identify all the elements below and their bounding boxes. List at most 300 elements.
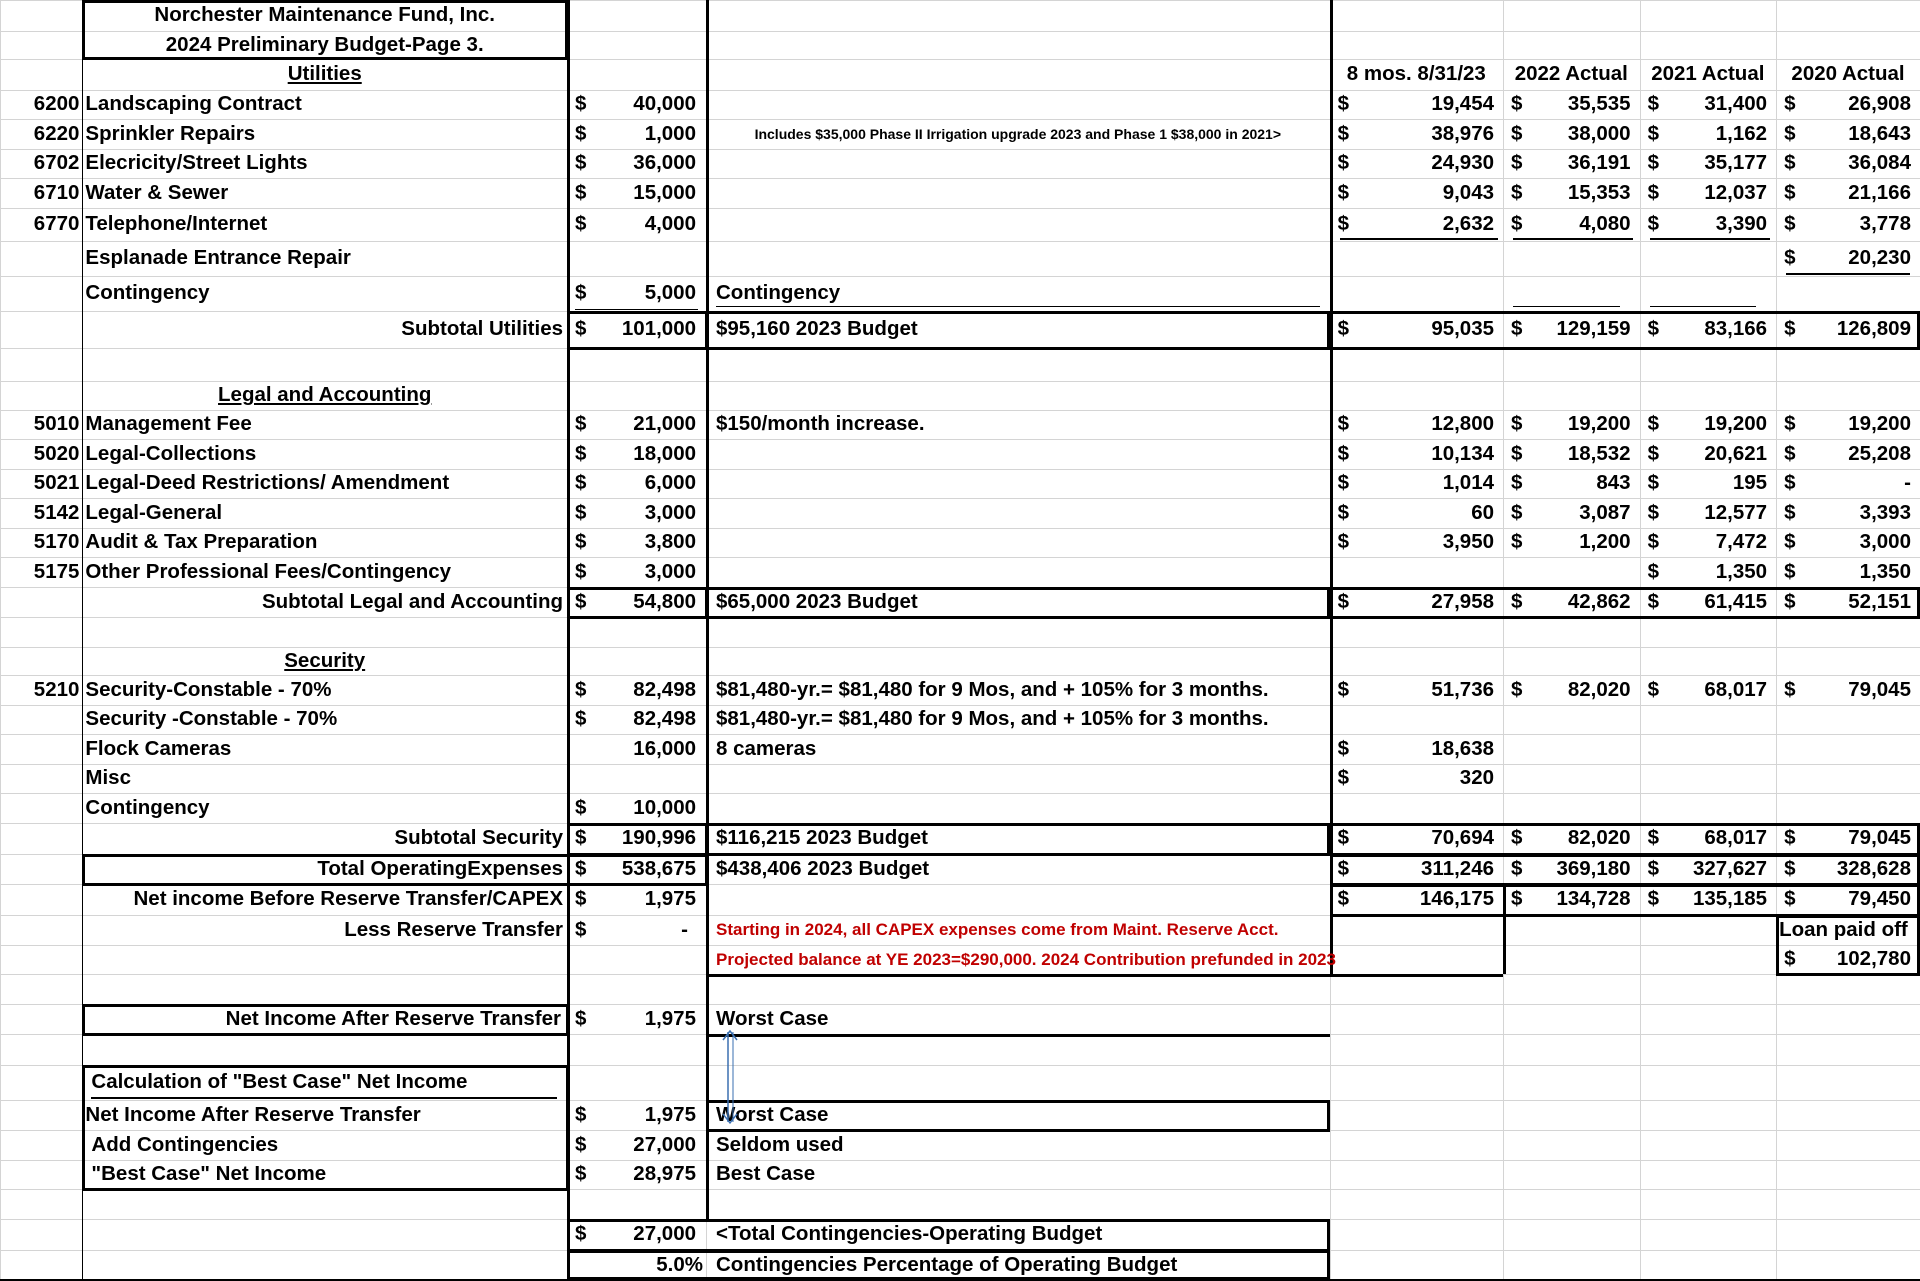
line-item-label: Legal-General	[85, 500, 223, 524]
budget-dollar-sign: $	[575, 707, 587, 731]
amount-value	[1394, 241, 1503, 275]
budget-note	[706, 149, 1330, 179]
loan-paid-off-label: Loan paid off	[1779, 917, 1908, 941]
budget-note: $150/month increase.	[716, 412, 925, 436]
net-before-box	[1330, 884, 1920, 887]
dollar-sign: $	[1511, 500, 1523, 524]
amount-value: 369,180	[1556, 856, 1631, 880]
account-code: 5010	[33, 412, 80, 436]
amount-value: 19,200	[1848, 412, 1911, 436]
dollar-sign: $	[1784, 92, 1796, 116]
dollar-sign	[1503, 734, 1578, 764]
dollar-sign: $	[1647, 856, 1659, 880]
budget-dollar-sign: $	[575, 441, 587, 465]
best-case-value: 1,975	[644, 1102, 696, 1126]
best-case-note: Worst Case	[716, 1102, 829, 1126]
amount-value	[1847, 764, 1920, 794]
budget-value: 82,498	[633, 677, 696, 701]
dollar-sign: $	[1337, 856, 1349, 880]
contingency-total: 27,000	[633, 1222, 696, 1246]
amount-value: 1,014	[1442, 471, 1495, 495]
amount-value: 19,200	[1567, 412, 1631, 436]
dollar-sign: $	[1647, 500, 1659, 524]
amount-value: 7,472	[1715, 530, 1768, 554]
amount-value: 126,809	[1836, 317, 1911, 341]
dollar-sign: $	[1784, 856, 1796, 880]
dollar-sign	[1776, 764, 1847, 794]
line-item-label: Legal-Deed Restrictions/ Amendment	[85, 471, 450, 495]
budget-value: 40,000	[633, 92, 696, 116]
account-code: 5175	[33, 559, 80, 583]
amount-value: 843	[1596, 471, 1631, 495]
amount-value: 42,862	[1567, 589, 1631, 613]
amount-value	[1578, 705, 1639, 735]
budget-dollar-sign	[567, 241, 632, 275]
budget-value: 190,996	[621, 825, 696, 849]
account-code	[0, 793, 82, 823]
line-item-label: Misc	[85, 766, 131, 790]
budget-note: Includes $35,000 Phase II Irrigation upgrade 2023 and Phase 1 $38,000 in 2021>	[754, 126, 1282, 143]
dollar-sign: $	[1511, 121, 1523, 145]
budget-dollar-sign: $	[575, 530, 587, 554]
budget-dollar-sign: $	[575, 180, 587, 204]
amount-value: 36,191	[1567, 151, 1631, 175]
dollar-sign: $	[1511, 92, 1523, 116]
amount-value: 36,084	[1848, 151, 1911, 175]
dollar-sign: $	[1337, 212, 1349, 236]
budget-underline	[575, 309, 698, 310]
budget-value: 36,000	[633, 151, 696, 175]
budget-value: 6,000	[644, 471, 696, 495]
amount-value: 83,166	[1704, 317, 1768, 341]
contingency-total-note: <Total Contingencies-Operating Budget	[716, 1222, 1103, 1246]
column-header: 2022 Actual	[1514, 62, 1628, 86]
budget-value: 21,000	[633, 412, 696, 436]
contingency-percent-note: Contingencies Percentage of Operating Budget	[716, 1252, 1178, 1276]
amount-value: 21,166	[1848, 180, 1911, 204]
dollar-sign: $	[1784, 500, 1796, 524]
total-opex-actuals-box	[1330, 854, 1920, 857]
budget-note	[706, 90, 1330, 120]
subtotal-note-box	[706, 347, 1330, 350]
budget-note: $438,406 2023 Budget	[716, 856, 930, 880]
account-code	[0, 241, 82, 275]
subtotal-actuals-box	[1330, 311, 1920, 314]
total-opex-actuals-box	[1330, 854, 1333, 887]
line-item-label: Security-Constable - 70%	[85, 677, 332, 701]
amount-value	[1578, 764, 1639, 794]
account-code: 6702	[33, 151, 80, 175]
dollar-sign: $	[1647, 92, 1659, 116]
budget-value: -	[681, 917, 688, 941]
budget-note	[706, 764, 1330, 794]
amount-value	[1847, 705, 1920, 735]
dollar-sign: $	[575, 1006, 587, 1030]
dollar-sign: $	[1647, 317, 1659, 341]
amount-value: 311,246	[1421, 856, 1495, 880]
line-item-label: Esplanade Entrance Repair	[85, 246, 351, 270]
dollar-sign: $	[1784, 471, 1796, 495]
amount-value: 35,535	[1567, 92, 1631, 116]
contingency-percent-box	[1327, 1250, 1330, 1281]
worst-case-box	[706, 1129, 1330, 1132]
column-header: 8 mos. 8/31/23	[1346, 62, 1486, 86]
column-underline	[1513, 238, 1633, 240]
amount-value: 10,134	[1431, 441, 1495, 465]
line-item-label: Telephone/Internet	[85, 212, 268, 236]
dollar-sign: $	[1511, 412, 1523, 436]
dollar-sign: $	[1511, 471, 1523, 495]
row-label: Subtotal Legal and Accounting	[261, 589, 564, 613]
amount-value: 328,628	[1836, 856, 1911, 880]
net-after-label: Net Income After Reserve Transfer	[225, 1006, 562, 1030]
amount-value: 195	[1732, 471, 1768, 495]
dollar-sign: $	[1647, 212, 1659, 236]
dollar-sign	[1640, 241, 1714, 275]
amount-value	[1713, 764, 1776, 794]
amount-value	[1578, 241, 1639, 275]
dollar-sign: $	[1784, 212, 1796, 236]
budget-value: 18,000	[633, 441, 696, 465]
subtotal-note-box	[706, 587, 1330, 590]
amount-value: 95,035	[1431, 317, 1495, 341]
amount-value: 25,208	[1848, 441, 1911, 465]
report-subtitle: 2024 Preliminary Budget-Page 3.	[165, 32, 484, 56]
amount-value: 18,643	[1848, 121, 1911, 145]
amount-value	[1394, 557, 1503, 587]
best-case-row-label: Net Income After Reserve Transfer	[85, 1102, 421, 1126]
amount-value: 19,454	[1431, 92, 1495, 116]
dollar-sign: $	[1337, 887, 1349, 911]
line-item-label: Security -Constable - 70%	[85, 707, 338, 731]
best-case-value: 27,000	[633, 1132, 696, 1156]
budget-note: Contingency	[716, 281, 841, 305]
dollar-sign: $	[1337, 412, 1349, 436]
account-code	[0, 276, 82, 312]
dollar-sign: $	[1784, 121, 1796, 145]
budget-value: 10,000	[633, 795, 696, 819]
budget-note	[706, 557, 1330, 587]
column-header: 2020 Actual	[1791, 62, 1905, 86]
dollar-sign: $	[1647, 121, 1659, 145]
budget-dollar-sign: $	[575, 151, 587, 175]
net-after-box	[82, 1033, 569, 1036]
net-after-box	[82, 1004, 569, 1007]
line-item-label: Landscaping Contract	[85, 92, 302, 116]
amount-value	[1713, 705, 1776, 735]
dollar-sign: $	[1337, 92, 1349, 116]
dollar-sign: $	[1337, 766, 1349, 790]
column-underline	[1650, 238, 1770, 240]
dollar-sign: $	[575, 1222, 587, 1246]
heading-underline	[91, 1097, 557, 1099]
contingency-percent-box	[567, 1250, 1330, 1253]
dollar-sign: $	[1511, 677, 1523, 701]
dollar-sign	[1330, 793, 1394, 823]
border-line	[1503, 884, 1506, 974]
budget-value: 16,000	[633, 736, 696, 760]
amount-value: 3,393	[1859, 500, 1911, 524]
total-opex-box	[82, 854, 708, 857]
budget-note	[706, 528, 1330, 558]
amount-value: 52,151	[1848, 589, 1911, 613]
budget-note: $81,480-yr.= $81,480 for 9 Mos, and + 105% for 3 months.	[716, 677, 1269, 701]
dollar-sign: $	[1647, 471, 1659, 495]
dollar-sign: $	[1647, 441, 1659, 465]
utilities-heading: Utilities	[287, 62, 362, 86]
subtotal-box	[567, 311, 708, 314]
line-item-label: Other Professional Fees/Contingency	[85, 559, 452, 583]
best-case-note: Best Case	[716, 1162, 816, 1186]
contingency-percent: 5.0%	[656, 1252, 703, 1276]
amount-value: 20,621	[1704, 441, 1768, 465]
dollar-sign: $	[1337, 500, 1349, 524]
dollar-sign	[1330, 705, 1394, 735]
budget-dollar-sign: $	[575, 589, 587, 613]
dollar-sign: $	[1647, 412, 1659, 436]
dollar-sign: $	[1784, 825, 1796, 849]
budget-dollar-sign	[567, 734, 632, 764]
contingency-total-box	[1327, 1219, 1330, 1252]
amount-value: 35,177	[1704, 151, 1768, 175]
dollar-sign	[1330, 241, 1394, 275]
budget-note	[706, 498, 1330, 528]
amount-value	[1847, 793, 1920, 823]
dollar-sign: $	[1784, 559, 1796, 583]
dollar-sign: $	[1647, 589, 1659, 613]
dollar-sign: $	[1337, 180, 1349, 204]
budget-value	[632, 241, 706, 275]
dollar-sign: $	[575, 1162, 587, 1186]
dollar-sign: $	[1337, 151, 1349, 175]
line-item-label: Flock Cameras	[85, 736, 232, 760]
dollar-sign: $	[1647, 530, 1659, 554]
amount-value: 3,390	[1715, 212, 1768, 236]
dollar-sign: $	[1337, 441, 1349, 465]
dollar-sign: $	[1511, 887, 1523, 911]
report-title: Norchester Maintenance Fund, Inc.	[154, 3, 495, 27]
amount-value: 68,017	[1704, 677, 1768, 701]
double-arrow-icon	[720, 1028, 744, 1128]
account-code: 6770	[33, 212, 80, 236]
amount-value: 61,415	[1704, 589, 1768, 613]
loan-box	[1776, 915, 1779, 976]
account-code	[0, 734, 82, 764]
amount-value: 134,728	[1556, 887, 1631, 911]
dollar-sign: $	[1784, 180, 1796, 204]
dollar-sign	[1503, 557, 1578, 587]
dollar-sign: $	[1511, 180, 1523, 204]
dollar-sign	[1503, 241, 1578, 275]
budget-value: 538,675	[621, 856, 696, 880]
row-label: Subtotal Security	[394, 825, 564, 849]
line-item-label: Water & Sewer	[85, 180, 229, 204]
amount-value	[1847, 276, 1920, 312]
amount-value: 2,632	[1442, 212, 1495, 236]
dollar-sign	[1640, 705, 1714, 735]
dollar-sign	[1503, 705, 1578, 735]
best-case-box	[82, 1065, 569, 1068]
budget-note: $116,215 2023 Budget	[716, 825, 928, 849]
dollar-sign: $	[1511, 825, 1523, 849]
dollar-sign: $	[1337, 825, 1349, 849]
subtotal-box	[567, 587, 708, 590]
column-header: 2021 Actual	[1651, 62, 1765, 86]
amount-value: 68,017	[1704, 825, 1768, 849]
amount-value: 4,080	[1579, 212, 1631, 236]
amount-value	[1394, 705, 1503, 735]
reserve-note: Starting in 2024, all CAPEX expenses come from Maint. Reserve Acct.	[716, 920, 1279, 940]
dollar-sign: $	[1647, 887, 1659, 911]
amount-value: 320	[1459, 766, 1495, 790]
budget-dollar-sign: $	[575, 121, 587, 145]
amount-value: 129,159	[1556, 317, 1631, 341]
subtotal-note-box	[706, 587, 709, 620]
row-label: Total OperatingExpenses	[317, 856, 564, 880]
dollar-sign: $	[1784, 441, 1796, 465]
budget-dollar-sign: $	[575, 559, 587, 583]
best-case-note: Seldom used	[716, 1132, 844, 1156]
amount-value: 9,043	[1442, 180, 1495, 204]
budget-note	[706, 208, 1330, 241]
subtotal-note-box	[706, 311, 1330, 314]
net-before-box	[1330, 884, 1333, 917]
dollar-sign: $	[1784, 677, 1796, 701]
dollar-sign: $	[575, 917, 587, 941]
budget-dollar-sign	[567, 764, 632, 794]
budget-value: 3,000	[644, 559, 696, 583]
column-underline	[1650, 306, 1757, 307]
worst-case-box	[1327, 1100, 1330, 1133]
account-code: 5142	[33, 500, 80, 524]
dollar-sign: $	[1784, 589, 1796, 613]
column-underline	[1786, 273, 1910, 275]
net-after-box	[566, 1004, 569, 1037]
budget-value: 15,000	[633, 180, 696, 204]
less-reserve-label: Less Reserve Transfer	[344, 917, 564, 941]
amount-value: 79,045	[1848, 677, 1911, 701]
subtotal-actuals-box	[1330, 823, 1920, 826]
budget-value: 1,975	[644, 1006, 696, 1030]
contingency-total-box	[567, 1219, 570, 1252]
budget-value: 3,000	[644, 500, 696, 524]
legal-heading: Legal and Accounting	[218, 383, 432, 407]
dollar-sign	[1640, 734, 1714, 764]
amount-value	[1713, 241, 1776, 275]
dollar-sign: $	[1511, 151, 1523, 175]
dollar-sign	[1640, 793, 1714, 823]
amount-value	[1394, 276, 1503, 312]
amount-value: 31,400	[1704, 92, 1768, 116]
amount-value: 38,000	[1567, 121, 1631, 145]
budget-value: 4,000	[644, 212, 696, 236]
budget-dollar-sign: $	[575, 92, 587, 116]
amount-value: 51,736	[1431, 677, 1495, 701]
budget-value: 3,800	[644, 530, 696, 554]
dollar-sign: $	[1784, 317, 1796, 341]
budget-note	[706, 469, 1330, 499]
dollar-sign: $	[1647, 151, 1659, 175]
total-opex-box	[705, 854, 708, 887]
row-label: Subtotal Utilities	[401, 317, 564, 341]
reserve-note: Projected balance at YE 2023=$290,000. 2024 Contribution prefunded in 2023	[716, 949, 1336, 969]
budget-dollar-sign: $	[575, 471, 587, 495]
line-item-label: Audit & Tax Preparation	[85, 530, 318, 554]
dollar-sign: $	[575, 1132, 587, 1156]
amount-value: 70,694	[1431, 825, 1495, 849]
amount-value: 20,230	[1848, 246, 1911, 270]
title-box	[82, 0, 568, 3]
dollar-sign: $	[1337, 121, 1349, 145]
dollar-sign: $	[1647, 677, 1659, 701]
line-item-label: Legal-Collections	[85, 441, 257, 465]
subtotal-box	[567, 347, 708, 350]
subtotal-box	[567, 616, 708, 619]
dollar-sign	[1640, 764, 1714, 794]
dollar-sign	[1330, 557, 1394, 587]
budget-dollar-sign: $	[575, 856, 587, 880]
line-item-label: Contingency	[85, 795, 210, 819]
border-line	[706, 974, 1503, 977]
amount-value: 60	[1471, 500, 1495, 524]
dollar-sign	[1776, 793, 1847, 823]
amount-value: 18,638	[1431, 736, 1495, 760]
dollar-sign: $	[1337, 471, 1349, 495]
amount-value	[1578, 557, 1639, 587]
subtotal-box	[567, 823, 708, 826]
border-line	[1330, 0, 1333, 348]
budget-dollar-sign: $	[575, 500, 587, 524]
budget-note: 8 cameras	[716, 736, 817, 760]
amount-value: 327,627	[1692, 856, 1768, 880]
amount-value: 3,950	[1442, 530, 1495, 554]
dollar-sign: $	[1337, 317, 1349, 341]
loan-value: 102,780	[1836, 947, 1911, 971]
worst-case-box	[706, 1100, 709, 1133]
amount-value: 3,087	[1579, 500, 1631, 524]
dollar-sign	[1776, 276, 1847, 312]
account-code: 5170	[33, 530, 80, 554]
amount-value	[1394, 793, 1503, 823]
dollar-sign: $	[1511, 530, 1523, 554]
budget-note	[706, 178, 1330, 208]
amount-value: 12,800	[1431, 412, 1495, 436]
row-label: Net income Before Reserve Transfer/CAPEX	[133, 887, 564, 911]
contingency-total-box	[567, 1219, 1330, 1222]
border-line	[567, 0, 570, 348]
subtotal-note-box	[706, 823, 709, 856]
best-case-heading: Calculation of "Best Case" Net Income	[91, 1070, 468, 1094]
amount-value	[1713, 793, 1776, 823]
line-item-label: Elecricity/Street Lights	[85, 151, 308, 175]
amount-value: 1,200	[1579, 530, 1631, 554]
budget-dollar-sign: $	[575, 677, 587, 701]
border-line	[706, 0, 709, 348]
account-code	[0, 764, 82, 794]
dollar-sign: $	[1511, 317, 1523, 341]
budget-note	[706, 241, 1330, 275]
amount-value	[1713, 734, 1776, 764]
dollar-sign	[1503, 793, 1578, 823]
dollar-sign: $	[1784, 246, 1796, 270]
dollar-sign: $	[1511, 589, 1523, 613]
amount-value: 1,162	[1715, 121, 1768, 145]
line-item-label: Management Fee	[85, 412, 252, 436]
dollar-sign: $	[1511, 856, 1523, 880]
line-item-label: Sprinkler Repairs	[85, 121, 256, 145]
amount-value	[1847, 734, 1920, 764]
amount-value: -	[1904, 471, 1911, 495]
